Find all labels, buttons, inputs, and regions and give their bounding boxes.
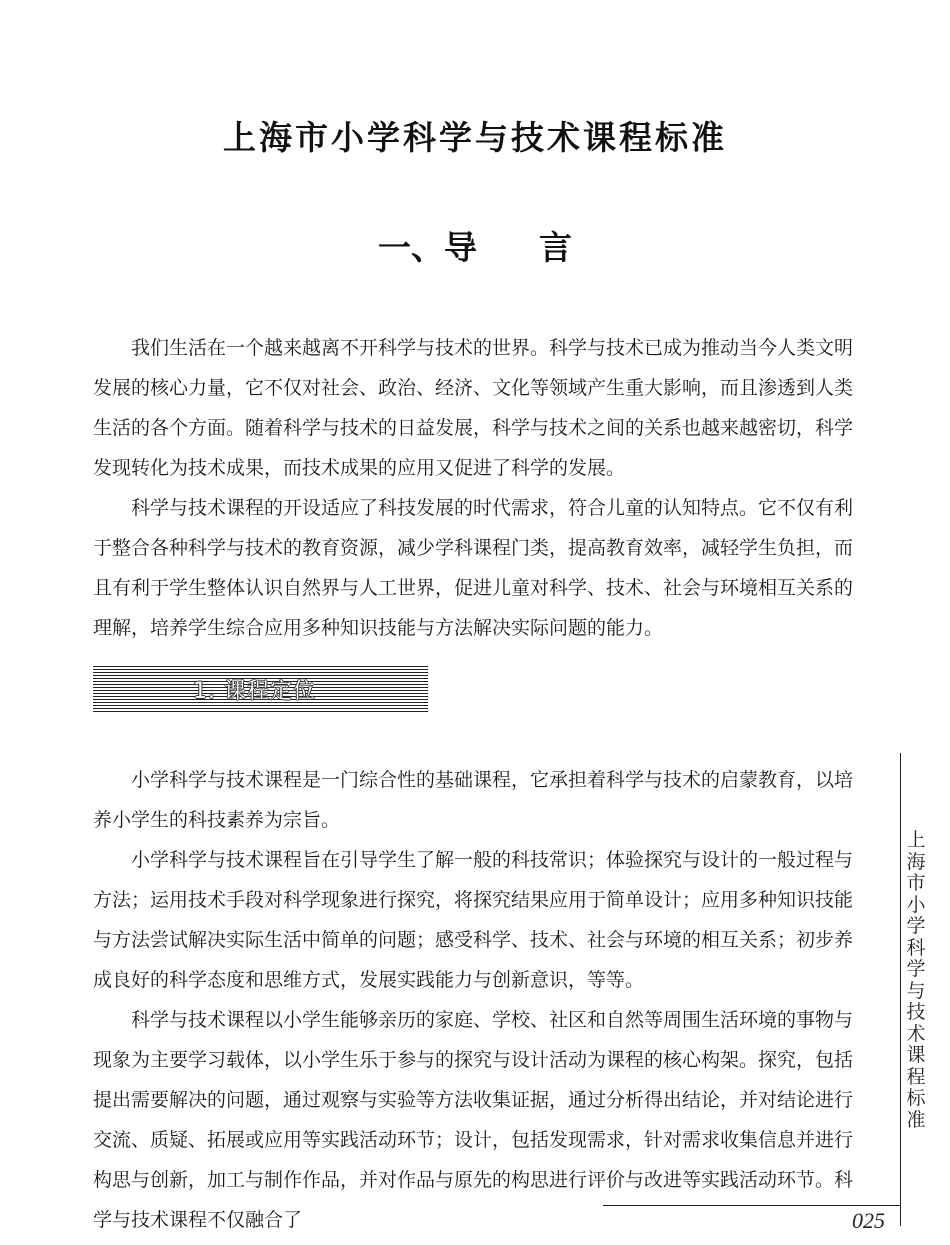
- subsection-banner: [93, 666, 428, 714]
- page-number: 025: [852, 1208, 885, 1233]
- footer-divider: [603, 1205, 900, 1206]
- intro-paragraph-1: 我们生活在一个越来越离不开科学与技术的世界。科学与技术已成为推动当今人类文明发展的核心力量，它不仅对社会、政治、经济、文化等领域产生重大影响，而且渗透到人类生活的各个方面。随着科学与技术的日益发展，科学与技术之间的关系也越来越密切，科学发现转化为技术成果，而技术成果的应用又促进了科学的发展。: [93, 337, 854, 479]
- section-heading: [0, 222, 950, 269]
- side-divider: [900, 753, 901, 1226]
- running-side-title: 上海市小学科学与技术课程标准: [906, 829, 926, 1131]
- body-paragraph-1: 小学科学与技术课程是一门综合性的基础课程，它承担着科学与技术的启蒙教育，以培养小学生的科技素养为宗旨。: [93, 769, 854, 831]
- subsection-label: 1. 课程定位: [193, 679, 316, 704]
- intro-paragraph-2: 科学与技术课程的开设适应了科技发展的时代需求，符合儿童的认知特点。它不仅有利于整合各种科学与技术的教育资源，减少学科课程门类，提高教育效率，减轻学生负担，而且有利于学生整体认识自然界与人工世界，促进儿童对科学、技术、社会与环境相互关系的理解，培养学生综合应用多种知识技能与方法解决实际问题的能力。: [93, 497, 854, 639]
- section-heading-number: 一、导: [378, 228, 477, 267]
- body-paragraph-3: 科学与技术课程以小学生能够亲历的家庭、学校、社区和自然等周围生活环境的事物与现象为主要学习载体，以小学生乐于参与的探究与设计活动为课程的核心构架。探究，包括提出需要解决的问题，通过观察与实验等方法收集证据，通过分析得出结论，并对结论进行交流、质疑、拓展或应用等实践活动环节；设计，包括发现需求，针对需求收集信息并进行构思与创新，加工与制作作品，并对作品与原先的构思进行评价与改进等实践活动环节。科学与技术课程不仅融合了: [93, 1009, 854, 1231]
- section-heading-word: 言: [539, 228, 572, 267]
- page-title: 上海市小学科学与技术课程标准: [223, 118, 727, 157]
- body-paragraph-2: 小学科学与技术课程旨在引导学生了解一般的科技常识；体验探究与设计的一般过程与方法；运用技术手段对科学现象进行探究，将探究结果应用于简单设计；应用多种知识技能与方法尝试解决实际生活中简单的问题；感受科学、技术、社会与环境的相互关系；初步养成良好的科学态度和思维方式，发展实践能力与创新意识，等等。: [93, 849, 854, 991]
